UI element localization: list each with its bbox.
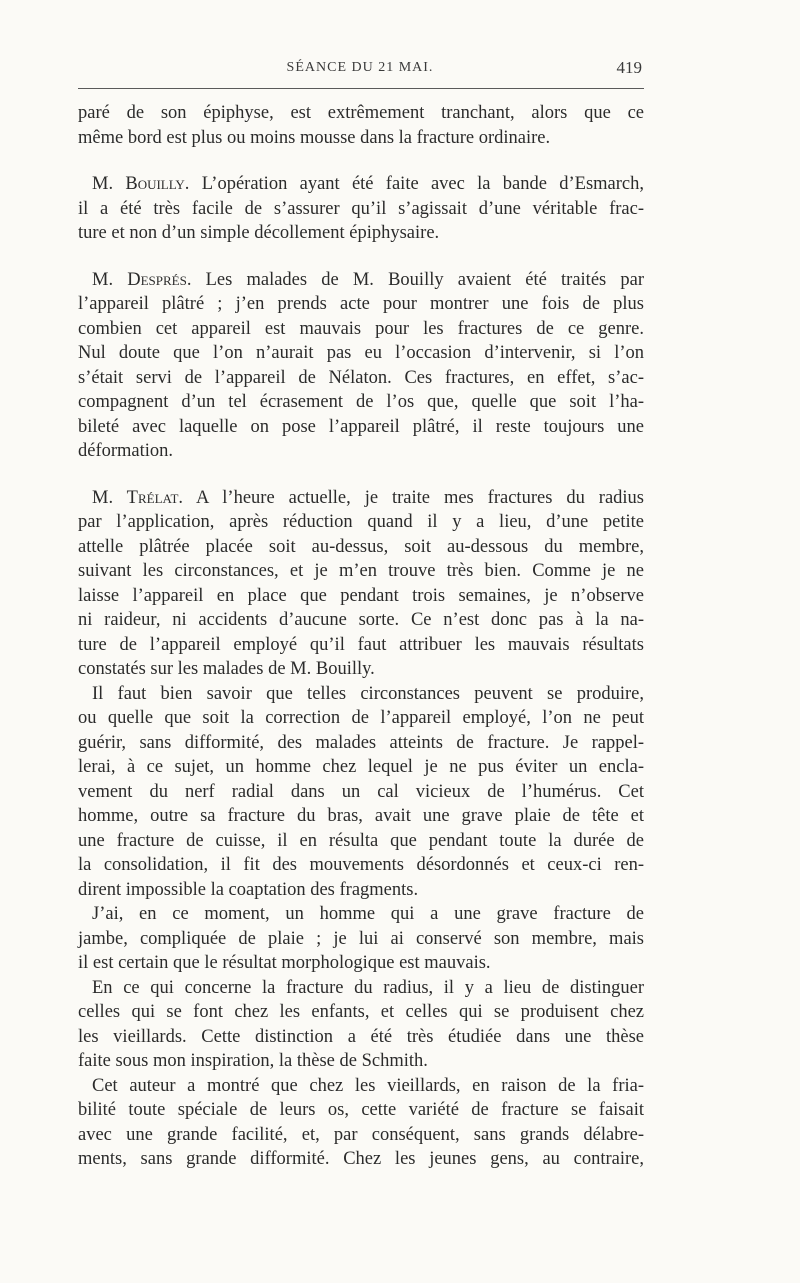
text-line: dirent impossible la coaptation des fragments. — [78, 879, 419, 900]
running-head — [78, 56, 642, 84]
text-line: faite sous mon inspiration, la thèse de Schmith. — [78, 1051, 428, 1071]
text-line: avec une grande facilité, et, par conséquent, sans grands délabre- — [78, 1124, 644, 1145]
text-line: bilité toute spéciale de leurs os, cette variété de fracture se faisait — [78, 1100, 644, 1120]
text-line: suivant les circonstances, et je m’en trouve très bien. Comme je ne — [78, 561, 644, 581]
text-line: combien cet appareil est mauvais pour les fractures de ce genre. — [78, 318, 644, 339]
text-line: ture et non d’un simple décollement épiphysaire. — [78, 223, 440, 243]
text-line: jambe, compliquée de plaie ; je lui ai conservé son membre, mais — [78, 928, 644, 949]
text-line: homme, outre sa fracture du bras, avait une grave plaie de tête et — [78, 806, 644, 826]
paragraph-gap — [78, 464, 644, 486]
text-line: constatés sur les malades de M. Bouilly. — [78, 659, 375, 679]
text-line: vement du nerf radial dans un cal vicieux de l’humérus. Cet — [78, 781, 644, 802]
text-line: A l’heure actuelle, je traite mes fractures du radius — [183, 487, 644, 508]
text-line: par l’application, après réduction quand il y a lieu, d’une petite — [78, 512, 644, 532]
paragraph-despres — [78, 268, 644, 464]
text-line: bileté avec laquelle on pose l’appareil plâtré, il reste toujours une — [78, 416, 644, 437]
paragraph — [78, 902, 644, 976]
text-line: L’opération ayant été faite avec la bande d’Esmarch, — [189, 174, 644, 194]
text-line: s’était servi de l’appareil de Nélaton. Ces fractures, en effet, s’ac- — [78, 367, 644, 388]
speaker-name: M. Després. — [92, 269, 192, 290]
text-line: J’ai, en ce moment, un homme qui a une grave fracture de — [92, 904, 644, 924]
text-line: une fracture de cuisse, il en résulta que pendant toute la durée de — [78, 830, 644, 851]
page-number: 419 — [616, 58, 642, 77]
paragraph — [78, 682, 644, 903]
text-line: laisse l’appareil en place que pendant trois semaines, je n’observe — [78, 585, 644, 606]
text-line: les vieillards. Cette distinction a été très étudiée dans une thèse — [78, 1026, 644, 1047]
text-line-with-speaker — [78, 486, 644, 511]
text-line: lerai, à ce sujet, un homme chez lequel je ne pus éviter un encla- — [78, 757, 644, 777]
text-line: guérir, sans difformité, des malades atteints de fracture. Je rappel- — [78, 732, 644, 753]
text-line: ture de l’appareil employé qu’il faut attribuer les mauvais résultats — [78, 634, 644, 655]
text-line: il est certain que le résultat morphologique est mauvais. — [78, 953, 491, 973]
text-line: celles qui se font chez les enfants, et celles qui se produisent chez — [78, 1002, 644, 1022]
page-body — [78, 101, 644, 1172]
paragraph-gap — [78, 246, 644, 268]
text-line: paré de son épiphyse, est extrêmement tranchant, alors que ce — [78, 103, 644, 123]
header-rule — [78, 88, 644, 89]
text-line: Les malades de M. Bouilly avaient été traités par — [191, 269, 645, 290]
text-line: ments, sans grande difformité. Chez les jeunes gens, au contraire, — [78, 1149, 644, 1169]
paragraph — [78, 1074, 644, 1172]
paragraph-trelat — [78, 486, 644, 682]
text-line: Il faut bien savoir que telles circonstances peuvent se produire, — [92, 683, 644, 704]
running-title: SÉANCE DU 21 MAI. — [286, 60, 434, 75]
text-line: attelle plâtrée placée soit au-dessus, soit au-dessous du membre, — [78, 536, 644, 557]
paragraph-bouilly — [78, 172, 644, 246]
text-line-with-speaker — [78, 172, 644, 197]
paragraph — [78, 976, 644, 1074]
text-line: déformation. — [78, 441, 174, 461]
text-line-with-speaker — [78, 268, 644, 293]
text-line: Cet auteur a montré que chez les vieillards, en raison de la fria- — [92, 1075, 644, 1096]
paragraph-gap — [78, 150, 644, 172]
text-line: compagnent d’un tel écrasement de l’os que, quelle que soit l’ha- — [78, 392, 644, 412]
text-line: l’appareil plâtré ; j’en prends acte pour montrer une fois de plus — [78, 294, 644, 314]
text-line: même bord est plus ou moins mousse dans la fracture ordinaire. — [78, 127, 551, 148]
text-line: ni raideur, ni accidents d’aucune sorte. Ce n’est donc pas à la na- — [78, 610, 644, 630]
text-line: Nul doute que l’on n’aurait pas eu l’occasion d’intervenir, si l’on — [78, 343, 644, 363]
text-line: ou quelle que soit la correction de l’appareil employé, l’on ne peut — [78, 708, 644, 728]
paragraph-continuation — [78, 101, 644, 150]
text-line: la consolidation, il fit des mouvements désordonnés et ceux-ci ren- — [78, 855, 644, 875]
text-line: En ce qui concerne la fracture du radius, il y a lieu de distinguer — [92, 977, 644, 998]
text-line: il a été très facile de s’assurer qu’il s’agissait d’une véritable frac- — [78, 198, 644, 219]
speaker-name: M. Bouilly. — [92, 174, 190, 194]
speaker-name: M. Trélat. — [92, 487, 184, 508]
